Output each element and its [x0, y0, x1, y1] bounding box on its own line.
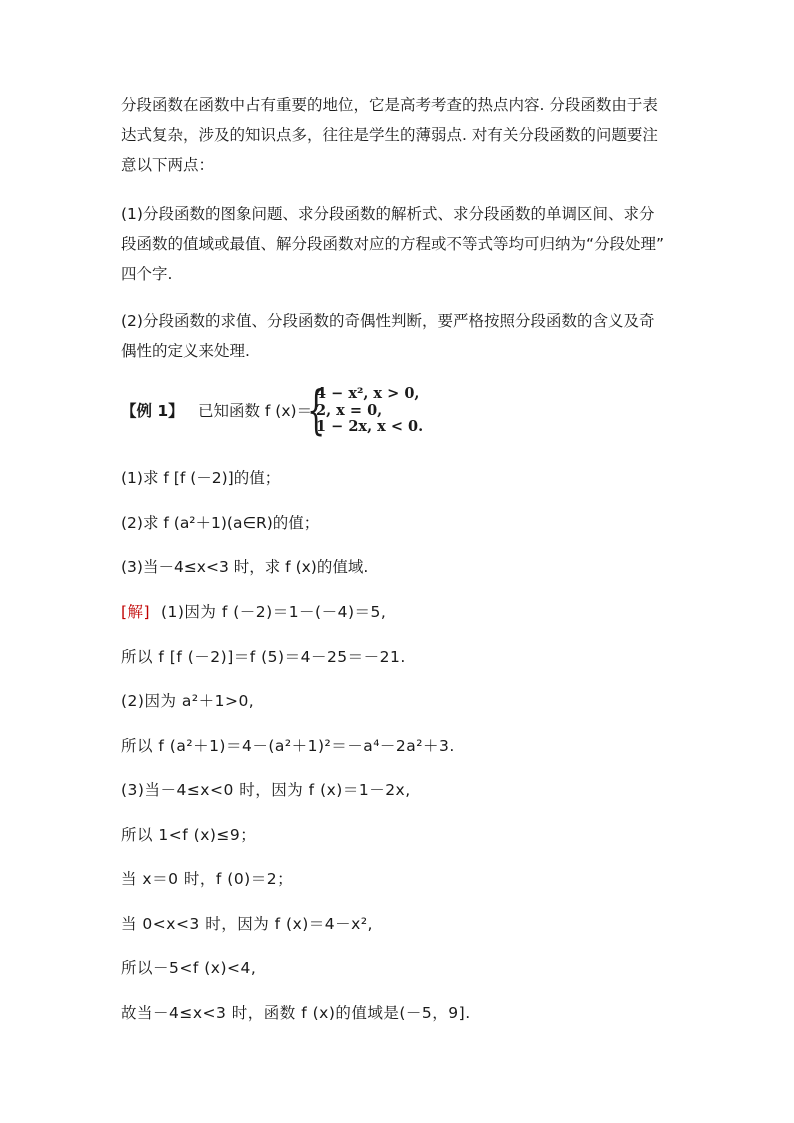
- question-1: (1)求 f [f (－2)]的值；: [121, 469, 281, 487]
- solution-line-8: 当 0<x<3 时，因为 f (x)＝4－x²,: [121, 915, 373, 933]
- intro-paragraph: [121, 90, 681, 180]
- point-1-paragraph: [121, 199, 681, 289]
- solution-line-2: 所以 f [f (－2)]＝f (5)＝4－25＝－21.: [121, 648, 406, 666]
- solution-line-5: (3)当－4≤x<0 时，因为 f (x)＝1－2x,: [121, 781, 411, 799]
- point-2-line-2: 偶性的定义来处理.: [121, 342, 250, 360]
- piecewise-brace: {: [307, 381, 326, 441]
- solution-line-4: 所以 f (a²＋1)＝4－(a²＋1)²＝－a⁴－2a²＋3.: [121, 737, 455, 755]
- example-label: 【例 1】: [121, 402, 184, 420]
- intro-line-1: 分段函数在函数中占有重要的地位，它是高考考查的热点内容. 分段函数由于表: [121, 96, 658, 114]
- solution-line-1-text: (1)因为 f (－2)＝1－(－4)＝5,: [160, 603, 387, 621]
- solution-line-3: (2)因为 a²＋1>0,: [121, 692, 255, 710]
- solution-tag: [解]: [121, 603, 151, 621]
- point-1-line-2: 段函数的值域或最值、解分段函数对应的方程或不等式等均可归纳为“分段处理”: [121, 235, 665, 253]
- piecewise-case-2: 2, x = 0,: [316, 401, 383, 419]
- solution-line-6: 所以 1<f (x)≤9；: [121, 826, 257, 844]
- solution-line-7: 当 x＝0 时，f (0)＝2；: [121, 870, 294, 888]
- piecewise-cases: [316, 386, 423, 436]
- point-2-line-1: (2)分段函数的求值、分段函数的奇偶性判断，要严格按照分段函数的含义及奇: [121, 312, 655, 330]
- point-2-paragraph: [121, 306, 681, 366]
- intro-line-3: 意以下两点：: [121, 156, 215, 174]
- solution-line-9: 所以－5<f (x)<4,: [121, 959, 257, 977]
- piecewise-case-3: 1 − 2x, x < 0.: [316, 418, 424, 435]
- intro-line-2: 达式复杂，涉及的知识点多，往往是学生的薄弱点. 对有关分段函数的问题要注: [121, 126, 658, 144]
- example-statement: 已知函数 f (x)＝: [198, 402, 313, 420]
- solution-line-1: [121, 600, 386, 622]
- piecewise-case-1: 4 − x², x > 0,: [316, 385, 420, 402]
- solution-line-10: 故当－4≤x<3 时，函数 f (x)的值域是(－5，9].: [121, 1004, 471, 1022]
- question-2: (2)求 f (a²＋1)(a∈R)的值；: [121, 514, 320, 532]
- point-1-line-3: 四个字.: [121, 265, 173, 283]
- question-3: (3)当－4≤x<3 时，求 f (x)的值域.: [121, 558, 369, 576]
- point-1-line-1: (1)分段函数的图象问题、求分段函数的解析式、求分段函数的单调区间、求分: [121, 205, 655, 223]
